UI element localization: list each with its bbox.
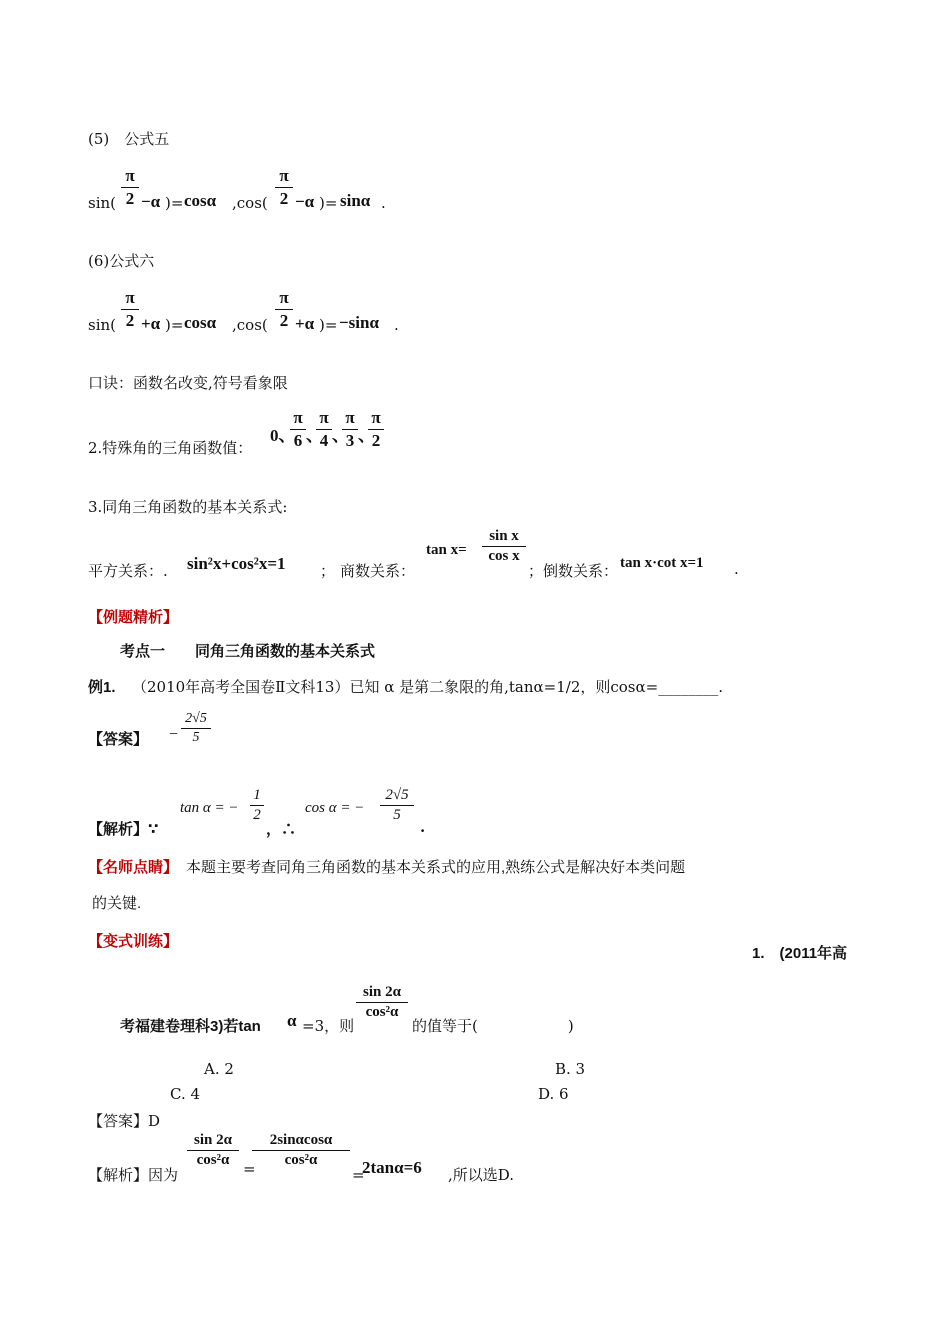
formula6-sin-prefix: sin( — [88, 316, 117, 334]
formula6-cos-alpha: cosα — [184, 313, 217, 332]
analysis2-eq1: = — [243, 1160, 256, 1178]
option-d: D. 6 — [538, 1085, 569, 1103]
quotient-relation-fraction: sin x cos x — [482, 528, 526, 565]
variant1-text-c: 的值等于( ) — [412, 1017, 574, 1035]
analysis1-cos-lhs: cos α = − — [305, 800, 365, 816]
angle-pi-2: π 2 — [368, 408, 384, 451]
formula6-neg-sin-alpha: −sinα — [339, 313, 379, 332]
analysis1-label: 【解析】∵ — [88, 821, 159, 838]
formula6-pi-over-2-b: π 2 — [275, 288, 293, 331]
analysis2-result: 2tanα=6 — [362, 1158, 422, 1177]
formula6-close-a: )= — [165, 316, 184, 334]
example1-label: 例1. — [88, 679, 116, 696]
mnemonic: 口诀：函数名改变,符号看象限 — [88, 374, 288, 392]
option-a: A. 2 — [204, 1060, 234, 1078]
analysis2-fraction1: sin 2α cos²α — [187, 1132, 239, 1169]
square-relation-formula: sin²x+cos²x=1 — [187, 554, 286, 573]
analysis1-tan-fraction: 1 2 — [250, 787, 264, 824]
formula6-plus-alpha-a: +α — [141, 314, 161, 333]
variant1-text-a: 考福建卷理科3)若tan — [120, 1018, 261, 1035]
variant1-fraction: sin 2α cos²α — [356, 984, 408, 1021]
special-angles-label: 2.特殊角的三角函数值： — [88, 439, 253, 457]
formula5-close-a: )= — [165, 194, 184, 212]
formula6-pi-over-2-a: π 2 — [121, 288, 139, 331]
formula6-heading: (6)公式六 — [88, 252, 155, 270]
analysis2-label: 【解析】因为 — [88, 1166, 179, 1184]
reciprocal-relation-label: ；倒数关系： — [528, 562, 619, 580]
formula5-minus-alpha-b: −α — [295, 192, 315, 211]
quotient-relation-label: 商数关系： — [340, 562, 416, 580]
quotient-relation-lhs: tan x= — [426, 542, 467, 558]
analysis1-period: . — [420, 818, 426, 836]
formula6-plus-alpha-b: +α — [295, 314, 315, 333]
formula5-pi-over-2-b: π 2 — [275, 166, 293, 209]
answer1-label: 【答案】 — [88, 731, 149, 748]
angle-sep-1: 、 — [306, 426, 323, 445]
formula5-cos-prefix: ,cos( — [232, 194, 268, 212]
teacher-comment-label: 【名师点睛】 — [88, 859, 179, 876]
answer1-fraction: 2√5 5 — [181, 711, 211, 746]
semicolon: ； — [320, 562, 336, 580]
angle-pi-6: π 6 — [290, 408, 306, 451]
teacher-comment-line1: 本题主要考查同角三角函数的基本关系式的应用,熟练公式是解决好本类问题 — [186, 859, 686, 876]
reciprocal-relation-formula: tan x·cot x=1 — [620, 555, 704, 571]
analysis2-tail: ,所以选D. — [448, 1166, 515, 1184]
formula5-cos-alpha: cosα — [184, 191, 217, 210]
variant1-text-b: =3，则 — [302, 1017, 355, 1035]
angle-pi-4: π 4 — [316, 408, 332, 451]
analysis2-eq2: = — [352, 1166, 365, 1184]
formula5-sin-alpha: sinα — [340, 191, 371, 210]
variant1-lead: 1. (2011年高 — [752, 945, 848, 962]
square-relation-label: 平方关系：. — [88, 562, 168, 580]
example1-text: （2010年高考全国卷Ⅱ文科13）已知 α 是第二象限的角,tanα=1/2，则cosα=________. — [132, 678, 723, 696]
analysis1-therefore: ，∴ — [266, 820, 297, 838]
answer1-minus: − — [168, 726, 179, 743]
example-section-header: 【例题精析】 — [88, 609, 179, 626]
variant-section-header: 【变式训练】 — [88, 933, 179, 950]
teacher-comment-line2: 的关键. — [92, 895, 142, 912]
analysis1-cos-fraction: 2√5 5 — [380, 787, 414, 824]
formula5-close-b: )= — [319, 194, 338, 212]
formula5-heading: (5) 公式五 — [88, 130, 170, 148]
option-b: B. 3 — [555, 1060, 586, 1078]
formula5-minus-alpha-a: −α — [141, 192, 161, 211]
relations-heading: 3.同角三角函数的基本关系式: — [88, 498, 288, 516]
topic-heading: 考点一 同角三角函数的基本关系式 — [120, 643, 376, 660]
analysis1-tan-lhs: tan α = − — [180, 800, 239, 816]
analysis2-fraction2: 2sinαcosα cos²α — [252, 1132, 350, 1169]
formula5-pi-over-2-a: π 2 — [121, 166, 139, 209]
formula5-sin-prefix: sin( — [88, 194, 117, 212]
formula6-period: . — [394, 316, 399, 334]
angle-sep-3: 、 — [358, 426, 375, 445]
special-angles-zero: 0、 — [270, 426, 296, 445]
formula6-cos-prefix: ,cos( — [232, 316, 268, 334]
angle-sep-2: 、 — [332, 426, 349, 445]
variant1-alpha: α — [287, 1011, 297, 1030]
option-c: C. 4 — [170, 1085, 201, 1103]
formula6-close-b: )= — [319, 316, 338, 334]
formula5-period: . — [381, 194, 386, 212]
relations-period: . — [734, 560, 739, 578]
angle-pi-3: π 3 — [342, 408, 358, 451]
answer2: 【答案】D — [88, 1112, 161, 1130]
